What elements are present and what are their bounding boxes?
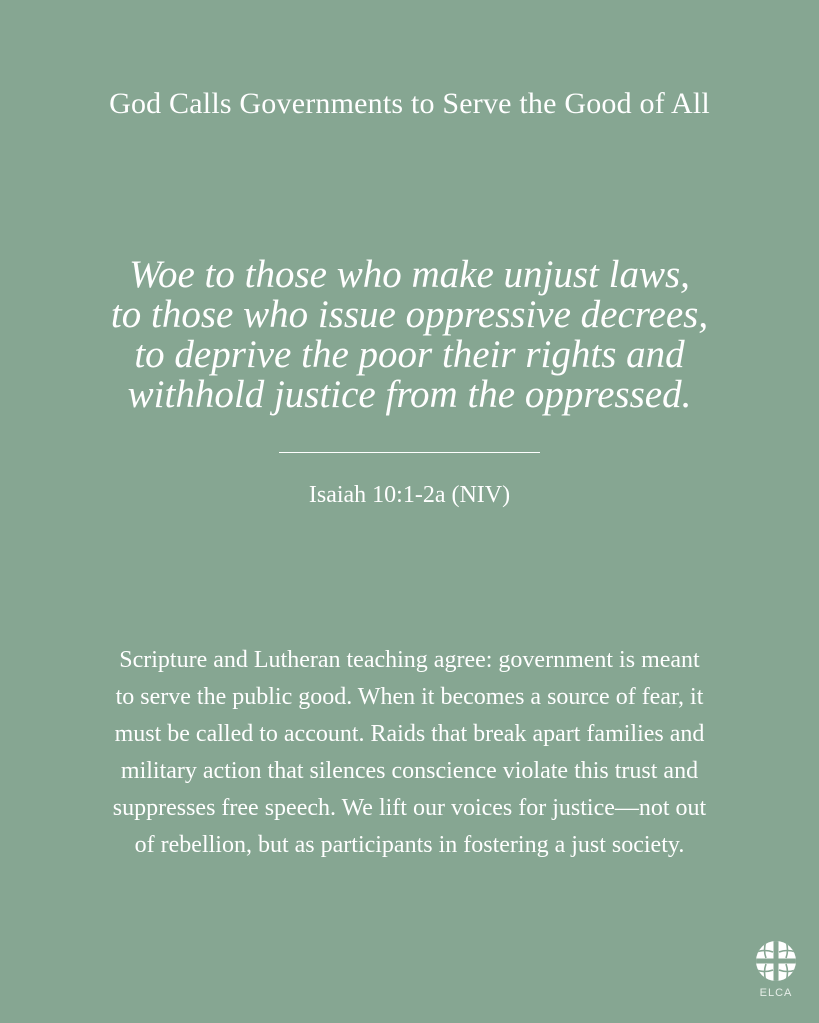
quote-line: to deprive the poor their rights and	[134, 333, 685, 376]
body-line: of rebellion, but as participants in fostering a just society.	[134, 832, 685, 858]
scripture-citation: Isaiah 10:1-2a (NIV)	[308, 482, 511, 508]
body-line: military action that silences conscience violate this trust and	[120, 758, 699, 784]
body-paragraph	[30, 642, 789, 864]
divider-line	[279, 452, 540, 453]
body-line: to serve the public good. When it becomes a source of fear, it	[115, 684, 704, 710]
scripture-quote	[40, 255, 779, 415]
logo-label: ELCA	[759, 987, 793, 999]
elca-cross-globe-icon	[753, 938, 799, 984]
quote-line: to those who issue oppressive decrees,	[110, 293, 709, 336]
elca-logo	[750, 938, 802, 1004]
quote-line: Woe to those who make unjust laws,	[129, 253, 690, 296]
page-title: God Calls Governments to Serve the Good of All	[109, 87, 710, 120]
body-line: Scripture and Lutheran teaching agree: government is meant	[119, 647, 700, 673]
body-line: must be called to account. Raids that break apart families and	[114, 721, 705, 747]
quote-line: withhold justice from the oppressed.	[127, 373, 692, 416]
body-line: suppresses free speech. We lift our voices for justice—not out	[112, 795, 707, 821]
